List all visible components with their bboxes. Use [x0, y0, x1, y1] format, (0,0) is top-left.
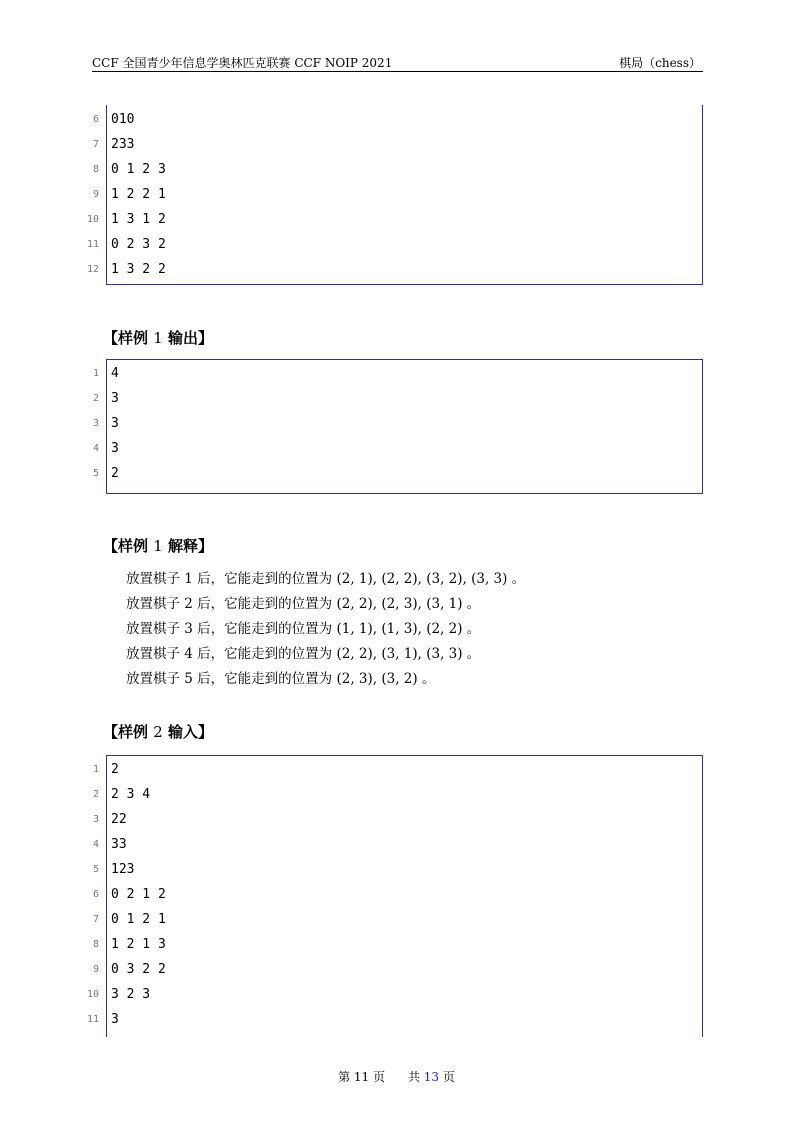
code-text: 3	[111, 391, 119, 406]
page-footer	[0, 1068, 793, 1085]
line-number: 5	[92, 468, 99, 479]
code-line	[92, 935, 702, 960]
line-number: 10	[86, 989, 99, 1000]
code-line	[92, 910, 702, 935]
code-line	[92, 439, 702, 464]
line-number: 6	[92, 114, 99, 125]
code-text: 0 2 3 2	[111, 237, 166, 252]
code-line	[92, 414, 702, 439]
footer-total-pages[interactable]: 13	[423, 1070, 440, 1084]
line-number: 6	[92, 889, 99, 900]
code-text: 0 3 2 2	[111, 962, 166, 977]
footer-page-suffix: 页	[373, 1070, 386, 1084]
line-number: 8	[92, 939, 99, 950]
line-number: 11	[86, 239, 99, 250]
page-header	[92, 52, 703, 72]
sample-1-explanation-text	[126, 567, 525, 692]
sample-1-input-continued	[86, 105, 703, 285]
section-title-suffix: 解释】	[168, 537, 214, 555]
line-number: 5	[92, 864, 99, 875]
section-title-sample-1-output	[103, 327, 213, 348]
code-line	[86, 260, 702, 285]
code-line	[92, 960, 702, 985]
section-title-prefix: 【样例	[103, 329, 149, 347]
line-number: 1	[92, 764, 99, 775]
code-text: 4	[111, 366, 119, 381]
explanation-line: 放置棋子 2 后，它能走到的位置为 (2, 2), (2, 3), (3, 1) 。	[126, 596, 481, 612]
section-title-number: 2	[153, 723, 163, 741]
footer-total-prefix: 共	[407, 1070, 420, 1084]
code-text: 123	[111, 862, 135, 877]
line-number: 3	[92, 814, 99, 825]
code-line	[92, 160, 702, 185]
code-line	[86, 1010, 702, 1035]
explanation-line: 放置棋子 4 后，它能走到的位置为 (2, 2), (3, 1), (3, 3) 。	[126, 646, 481, 662]
footer-page-number: 11	[353, 1070, 370, 1084]
explanation-line: 放置棋子 3 后，它能走到的位置为 (1, 1), (1, 3), (2, 2) 。	[126, 621, 481, 637]
code-text: 2 3 4	[111, 787, 151, 802]
code-text: 1 3 2 2	[111, 262, 166, 277]
code-line	[92, 885, 702, 910]
sample-2-input-code	[86, 755, 703, 1037]
explanation-line: 放置棋子 1 后，它能走到的位置为 (2, 1), (2, 2), (3, 2), (3, 3) 。	[126, 571, 526, 587]
code-text: 3	[111, 416, 119, 431]
code-text: 1 3 1 2	[111, 212, 166, 227]
header-contest-title: CCF 全国青少年信息学奥林匹克联赛 CCF NOIP 2021	[92, 56, 393, 70]
code-line	[92, 110, 702, 135]
code-line	[92, 785, 702, 810]
footer-total-suffix: 页	[442, 1070, 455, 1084]
code-line	[92, 185, 702, 210]
section-title-prefix: 【样例	[103, 537, 149, 555]
section-title-number: 1	[153, 537, 163, 555]
line-number: 2	[92, 393, 99, 404]
code-line	[92, 835, 702, 860]
code-line	[92, 364, 702, 389]
code-text: 010	[111, 112, 135, 127]
explanation-line: 放置棋子 5 后，它能走到的位置为 (2, 3), (3, 2) 。	[126, 671, 436, 687]
header-problem-name: 棋局（chess）	[619, 56, 701, 70]
code-text: 3	[111, 1012, 119, 1027]
code-line	[92, 464, 702, 489]
code-line	[86, 235, 702, 260]
line-number: 7	[92, 914, 99, 925]
line-number: 10	[86, 214, 99, 225]
line-number: 4	[92, 839, 99, 850]
line-number: 7	[92, 139, 99, 150]
line-number: 9	[92, 189, 99, 200]
code-text: 3	[111, 441, 119, 456]
section-title-suffix: 输入】	[168, 723, 214, 741]
code-text: 22	[111, 812, 127, 827]
section-title-sample-1-explanation	[103, 535, 213, 556]
code-line	[92, 760, 702, 785]
line-number: 11	[86, 1014, 99, 1025]
code-line	[86, 985, 702, 1010]
line-number: 9	[92, 964, 99, 975]
code-text: 0 2 1 2	[111, 887, 166, 902]
code-text: 1 2 2 1	[111, 187, 166, 202]
code-text: 3 2 3	[111, 987, 151, 1002]
line-number: 1	[92, 368, 99, 379]
line-number: 12	[86, 264, 99, 275]
code-text: 0 1 2 3	[111, 162, 166, 177]
code-text: 1 2 1 3	[111, 937, 166, 952]
sample-1-output-code	[92, 359, 703, 494]
code-line	[92, 860, 702, 885]
code-text: 33	[111, 837, 127, 852]
code-text: 0 1 2 1	[111, 912, 166, 927]
code-text: 2	[111, 762, 119, 777]
line-number: 8	[92, 164, 99, 175]
code-text: 2	[111, 466, 119, 481]
line-number: 2	[92, 789, 99, 800]
section-title-number: 1	[153, 329, 163, 347]
footer-page-prefix: 第	[338, 1070, 351, 1084]
section-title-sample-2-input	[103, 721, 213, 742]
code-line	[92, 135, 702, 160]
line-number: 4	[92, 443, 99, 454]
code-line	[92, 389, 702, 414]
section-title-suffix: 输出】	[168, 329, 214, 347]
line-number: 3	[92, 418, 99, 429]
code-text: 233	[111, 137, 135, 152]
section-title-prefix: 【样例	[103, 723, 149, 741]
code-line	[92, 810, 702, 835]
code-line	[86, 210, 702, 235]
